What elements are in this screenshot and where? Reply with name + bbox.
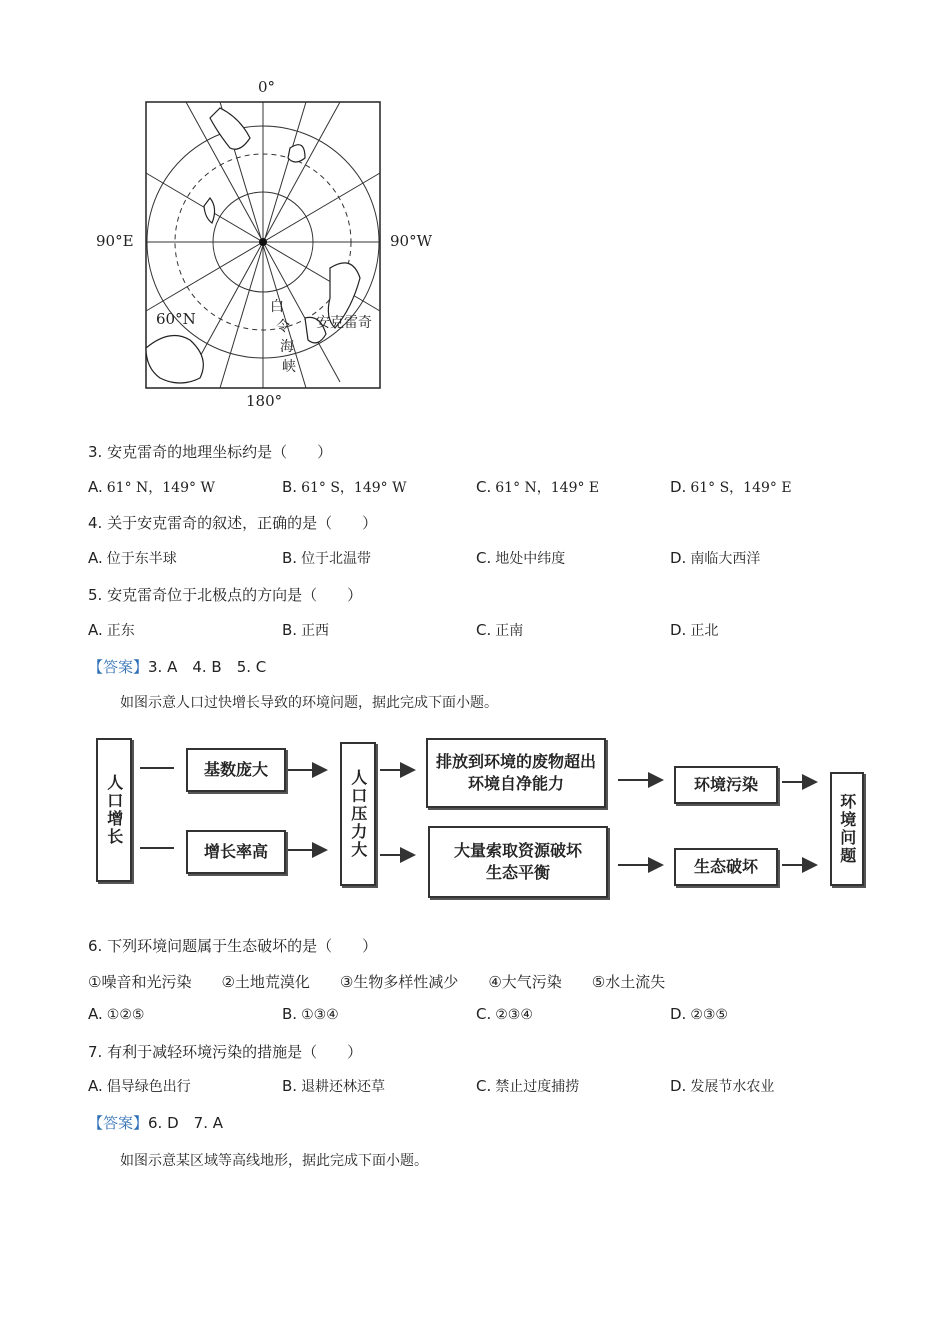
answer-tag: 【答案】 (88, 658, 149, 676)
strait-char-4: 峡 (282, 359, 296, 375)
q6-option-a[interactable]: A. ①②⑤ (88, 1005, 145, 1023)
map-label-60n: 60°N (156, 310, 196, 328)
flow-box-end: 环境问题 (830, 772, 864, 886)
strait-char-3: 海 (280, 339, 294, 355)
flow-box-pollution: 环境污染 (674, 766, 778, 804)
q4-option-b[interactable]: B. 位于北温带 (282, 549, 372, 567)
q4-option-d[interactable]: D. 南临大西洋 (670, 549, 761, 567)
flow-box-waste: 排放到环境的废物超出环境自净能力 (426, 738, 606, 808)
flow-box-resources: 大量索取资源破坏生态平衡 (428, 826, 608, 898)
question-6-stem: 6. 下列环境问题属于生态破坏的是（ ） (88, 937, 378, 955)
strait-char-1: 白 (270, 299, 284, 315)
map-label-0: 0° (258, 78, 276, 96)
answer-tag: 【答案】 (88, 1114, 149, 1132)
map-label-90w: 90°W (390, 232, 433, 250)
q5-option-b[interactable]: B. 正西 (282, 621, 330, 639)
answer-text: 3. A 4. B 5. C (148, 658, 267, 676)
intro-text-2: 如图示意某区域等高线地形，据此完成下面小题。 (120, 1153, 428, 1169)
question-7-stem: 7. 有利于减轻环境污染的措施是（ ） (88, 1043, 363, 1061)
q7-option-c[interactable]: C. 禁止过度捕捞 (476, 1077, 580, 1095)
question-3-stem: 3. 安克雷奇的地理坐标约是（ ） (88, 443, 333, 461)
strait-char-2: 令 (276, 319, 290, 335)
q3-option-a[interactable]: A. 61° N，149° W (88, 478, 215, 496)
q6-option-b[interactable]: B. ①③④ (282, 1005, 339, 1023)
population-flow-diagram (88, 730, 868, 900)
q3-option-b[interactable]: B. 61° S，149° W (282, 478, 407, 496)
question-5-stem: 5. 安克雷奇位于北极点的方向是（ ） (88, 586, 363, 604)
answer-text: 6. D 7. A (148, 1114, 223, 1132)
q7-option-b[interactable]: B. 退耕还林还草 (282, 1077, 386, 1095)
answer-block-1 (88, 656, 266, 677)
flow-box-base-large: 基数庞大 (186, 748, 286, 792)
city-label-anchorage: 安克雷奇 (316, 315, 372, 331)
flow-box-eco-damage: 生态破坏 (674, 848, 778, 886)
q7-option-a[interactable]: A. 倡导绿色出行 (88, 1077, 191, 1095)
flow-box-pressure: 人口压力大 (340, 742, 376, 886)
q5-option-a[interactable]: A. 正东 (88, 621, 135, 639)
q3-option-d[interactable]: D. 61° S，149° E (670, 478, 792, 496)
q4-option-c[interactable]: C. 地处中纬度 (476, 549, 566, 567)
polar-map-figure (90, 78, 450, 418)
q3-option-c[interactable]: C. 61° N，149° E (476, 478, 600, 496)
question-4-stem: 4. 关于安克雷奇的叙述，正确的是（ ） (88, 514, 378, 532)
flow-box-growth-rate: 增长率高 (186, 830, 286, 874)
intro-text-1: 如图示意人口过快增长导致的环境问题，据此完成下面小题。 (120, 695, 498, 711)
map-label-180: 180° (246, 392, 283, 410)
q6-option-d[interactable]: D. ②③⑤ (670, 1005, 728, 1023)
q7-option-d[interactable]: D. 发展节水农业 (670, 1077, 775, 1095)
flow-box-start: 人口增长 (96, 738, 132, 882)
q5-option-c[interactable]: C. 正南 (476, 621, 524, 639)
q4-option-a[interactable]: A. 位于东半球 (88, 549, 177, 567)
q6-option-c[interactable]: C. ②③④ (476, 1005, 533, 1023)
question-6-items: ①噪音和光污染 ②土地荒漠化 ③生物多样性减少 ④大气污染 ⑤水土流失 (88, 973, 666, 991)
answer-block-2 (88, 1112, 223, 1133)
map-label-90e: 90°E (96, 232, 134, 250)
q5-option-d[interactable]: D. 正北 (670, 621, 719, 639)
